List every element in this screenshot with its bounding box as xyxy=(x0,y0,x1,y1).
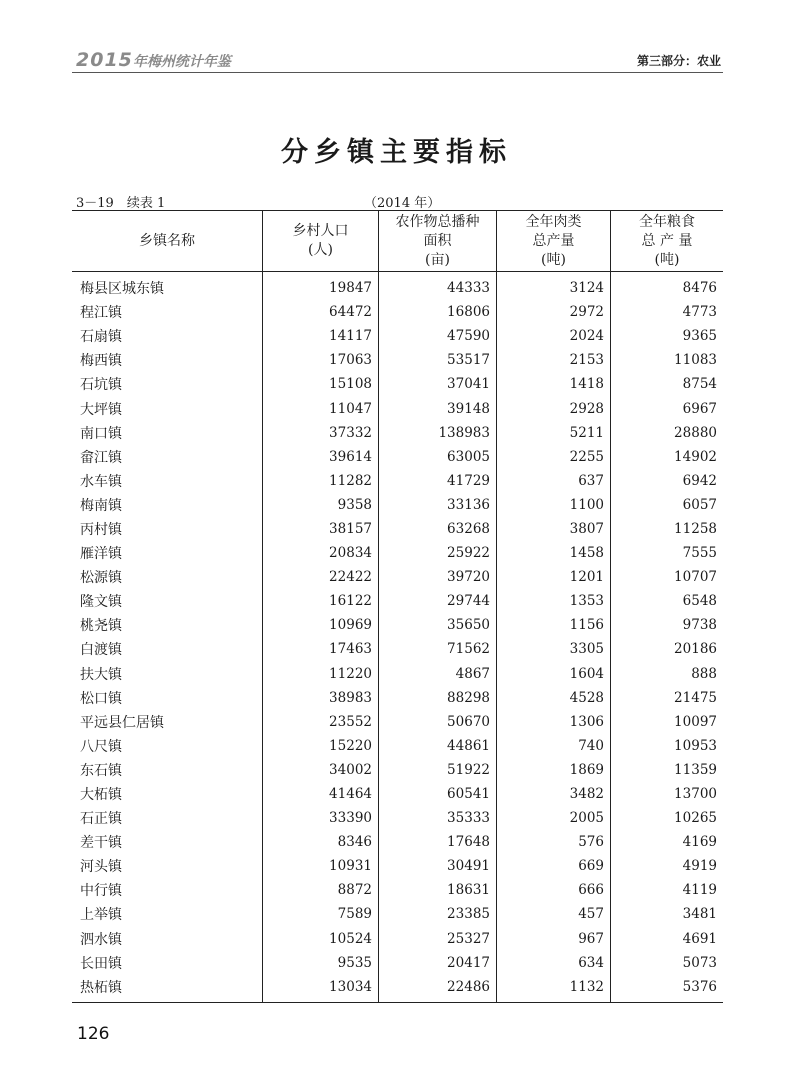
township-name-cell: 泗水镇 xyxy=(80,931,122,948)
township-name-cell: 石坑镇 xyxy=(80,377,122,394)
value-cell: 9365 xyxy=(611,324,724,348)
column-header-meat-output xyxy=(497,211,611,272)
value-cell: 28880 xyxy=(611,421,724,445)
value-cell: 967 xyxy=(497,927,611,951)
value-cell: 138983 xyxy=(379,421,497,445)
table-row xyxy=(72,806,723,830)
township-name-cell: 梅南镇 xyxy=(80,497,122,514)
header-book-title: 年梅州统计年鉴 xyxy=(132,54,231,70)
value-cell: 15220 xyxy=(263,734,379,758)
header-section: 第三部分：农业 xyxy=(636,54,721,68)
township-name-cell: 白渡镇 xyxy=(80,642,122,659)
value-cell: 10524 xyxy=(263,927,379,951)
table-row xyxy=(72,902,723,926)
value-cell: 669 xyxy=(497,854,611,878)
column-header-line: 农作物总播种 xyxy=(395,213,480,230)
column-header-line: 总产量 xyxy=(532,232,575,249)
value-cell: 9535 xyxy=(263,951,379,975)
value-cell: 41729 xyxy=(379,469,497,493)
value-cell: 1604 xyxy=(497,662,611,686)
value-cell: 7589 xyxy=(263,902,379,926)
value-cell: 3807 xyxy=(497,517,611,541)
value-cell: 457 xyxy=(497,902,611,926)
value-cell: 41464 xyxy=(263,782,379,806)
value-cell: 576 xyxy=(497,830,611,854)
township-name-cell: 长田镇 xyxy=(80,955,122,972)
value-cell: 29744 xyxy=(379,589,497,613)
value-cell: 3124 xyxy=(497,272,611,301)
running-header xyxy=(72,47,723,73)
column-header-line: 总 产 量 xyxy=(641,232,693,249)
table-row xyxy=(72,686,723,710)
table-row xyxy=(72,613,723,637)
value-cell: 6548 xyxy=(611,589,724,613)
value-cell: 13034 xyxy=(263,975,379,1003)
value-cell: 44333 xyxy=(379,272,497,301)
column-header-line: 全年粮食 xyxy=(639,213,695,230)
value-cell: 34002 xyxy=(263,758,379,782)
township-name-cell: 松源镇 xyxy=(80,570,122,587)
value-cell: 39720 xyxy=(379,565,497,589)
township-name-cell: 梅县区城东镇 xyxy=(80,281,164,298)
value-cell: 3305 xyxy=(497,637,611,661)
value-cell: 23385 xyxy=(379,902,497,926)
table-row xyxy=(72,324,723,348)
township-name-cell: 隆文镇 xyxy=(80,594,122,611)
value-cell: 3481 xyxy=(611,902,724,926)
value-cell: 4691 xyxy=(611,927,724,951)
value-cell: 17648 xyxy=(379,830,497,854)
column-header-line: 全年肉类 xyxy=(525,213,582,230)
value-cell: 33136 xyxy=(379,493,497,517)
table-row xyxy=(72,782,723,806)
value-cell: 53517 xyxy=(379,348,497,372)
value-cell: 2153 xyxy=(497,348,611,372)
township-name-cell: 梅西镇 xyxy=(80,353,122,370)
value-cell: 7555 xyxy=(611,541,724,565)
column-header-township xyxy=(72,211,263,272)
value-cell: 3482 xyxy=(497,782,611,806)
table-row xyxy=(72,445,723,469)
value-cell: 18631 xyxy=(379,878,497,902)
value-cell: 19847 xyxy=(263,272,379,301)
value-cell: 9738 xyxy=(611,613,724,637)
header-year: 2015 xyxy=(76,49,133,71)
value-cell: 1869 xyxy=(497,758,611,782)
value-cell: 63268 xyxy=(379,517,497,541)
value-cell: 5211 xyxy=(497,421,611,445)
township-name-cell: 水车镇 xyxy=(80,473,122,490)
township-name-cell: 畲江镇 xyxy=(80,449,122,466)
table-row xyxy=(72,975,723,1003)
value-cell: 71562 xyxy=(379,637,497,661)
table-year: （2014 年） xyxy=(364,196,441,211)
township-indicators-table xyxy=(72,210,723,1003)
table-row xyxy=(72,734,723,758)
value-cell: 10707 xyxy=(611,565,724,589)
value-cell: 37041 xyxy=(379,372,497,396)
value-cell: 8346 xyxy=(263,830,379,854)
table-row xyxy=(72,662,723,686)
value-cell: 44861 xyxy=(379,734,497,758)
township-name-cell: 河头镇 xyxy=(80,859,122,876)
value-cell: 39148 xyxy=(379,396,497,420)
township-name-cell: 上举镇 xyxy=(80,907,122,924)
township-name-cell: 大柘镇 xyxy=(80,787,122,804)
column-header-line: (吨) xyxy=(541,251,566,268)
table-row xyxy=(72,565,723,589)
value-cell: 740 xyxy=(497,734,611,758)
value-cell: 20417 xyxy=(379,951,497,975)
value-cell: 25922 xyxy=(379,541,497,565)
value-cell: 6057 xyxy=(611,493,724,517)
column-header-rural-population xyxy=(263,211,379,272)
value-cell: 37332 xyxy=(263,421,379,445)
value-cell: 8476 xyxy=(611,272,724,301)
value-cell: 8754 xyxy=(611,372,724,396)
value-cell: 1353 xyxy=(497,589,611,613)
value-cell: 637 xyxy=(497,469,611,493)
value-cell: 35650 xyxy=(379,613,497,637)
value-cell: 5376 xyxy=(611,975,724,1003)
township-name-cell: 平远县仁居镇 xyxy=(80,714,164,731)
value-cell: 14902 xyxy=(611,445,724,469)
value-cell: 1418 xyxy=(497,372,611,396)
township-name-cell: 南口镇 xyxy=(80,425,122,442)
value-cell: 47590 xyxy=(379,324,497,348)
table-row xyxy=(72,517,723,541)
yearbook-title xyxy=(76,49,231,71)
value-cell: 11220 xyxy=(263,662,379,686)
value-cell: 20834 xyxy=(263,541,379,565)
value-cell: 2255 xyxy=(497,445,611,469)
column-header-line: 面积 xyxy=(423,232,452,249)
value-cell: 4169 xyxy=(611,830,724,854)
table-body xyxy=(72,272,723,1003)
value-cell: 4919 xyxy=(611,854,724,878)
township-name-cell: 石扇镇 xyxy=(80,329,122,346)
value-cell: 666 xyxy=(497,878,611,902)
value-cell: 11359 xyxy=(611,758,724,782)
value-cell: 33390 xyxy=(263,806,379,830)
value-cell: 16122 xyxy=(263,589,379,613)
page-title: 分乡镇主要指标 xyxy=(281,137,512,168)
value-cell: 10931 xyxy=(263,854,379,878)
value-cell: 25327 xyxy=(379,927,497,951)
township-name-cell: 差干镇 xyxy=(80,835,122,852)
table-row xyxy=(72,589,723,613)
value-cell: 10097 xyxy=(611,710,724,734)
value-cell: 15108 xyxy=(263,372,379,396)
value-cell: 35333 xyxy=(379,806,497,830)
table-row xyxy=(72,710,723,734)
value-cell: 23552 xyxy=(263,710,379,734)
value-cell: 22486 xyxy=(379,975,497,1003)
value-cell: 22422 xyxy=(263,565,379,589)
value-cell: 10969 xyxy=(263,613,379,637)
value-cell: 51922 xyxy=(379,758,497,782)
value-cell: 2928 xyxy=(497,396,611,420)
value-cell: 8872 xyxy=(263,878,379,902)
table-row xyxy=(72,372,723,396)
table-row xyxy=(72,878,723,902)
column-header-sown-area xyxy=(379,211,497,272)
value-cell: 6942 xyxy=(611,469,724,493)
value-cell: 10265 xyxy=(611,806,724,830)
township-name-cell: 扶大镇 xyxy=(80,666,122,683)
column-header-grain-output xyxy=(611,211,724,272)
value-cell: 1100 xyxy=(497,493,611,517)
value-cell: 13700 xyxy=(611,782,724,806)
column-header-line: 乡村人口 xyxy=(292,223,349,239)
township-name-cell: 石正镇 xyxy=(80,811,122,828)
value-cell: 1132 xyxy=(497,975,611,1003)
value-cell: 4773 xyxy=(611,300,724,324)
table-row xyxy=(72,541,723,565)
township-name-cell: 桃尧镇 xyxy=(80,618,122,635)
table-row xyxy=(72,421,723,445)
column-header-line: (亩) xyxy=(425,251,450,268)
value-cell: 10953 xyxy=(611,734,724,758)
value-cell: 20186 xyxy=(611,637,724,661)
value-cell: 4867 xyxy=(379,662,497,686)
value-cell: 17463 xyxy=(263,637,379,661)
value-cell: 1306 xyxy=(497,710,611,734)
township-name-cell: 东石镇 xyxy=(80,762,122,779)
value-cell: 50670 xyxy=(379,710,497,734)
header-rule xyxy=(72,72,723,73)
township-name-cell: 雁洋镇 xyxy=(80,546,122,563)
table-number: 3－19 续表 1 xyxy=(76,196,166,211)
table-row xyxy=(72,927,723,951)
value-cell: 11047 xyxy=(263,396,379,420)
value-cell: 11083 xyxy=(611,348,724,372)
value-cell: 9358 xyxy=(263,493,379,517)
township-name-cell: 热柘镇 xyxy=(72,975,263,1003)
value-cell: 1156 xyxy=(497,613,611,637)
column-header-line: (吨) xyxy=(654,251,680,268)
value-cell: 39614 xyxy=(263,445,379,469)
value-cell: 11282 xyxy=(263,469,379,493)
value-cell: 30491 xyxy=(379,854,497,878)
township-name-cell: 中行镇 xyxy=(80,883,122,900)
value-cell: 21475 xyxy=(611,686,724,710)
value-cell: 63005 xyxy=(379,445,497,469)
value-cell: 16806 xyxy=(379,300,497,324)
table-row xyxy=(72,272,723,301)
value-cell: 2972 xyxy=(497,300,611,324)
value-cell: 634 xyxy=(497,951,611,975)
value-cell: 64472 xyxy=(263,300,379,324)
table-row xyxy=(72,637,723,661)
value-cell: 17063 xyxy=(263,348,379,372)
table-row xyxy=(72,469,723,493)
township-name-cell: 丙村镇 xyxy=(80,521,122,538)
value-cell: 60541 xyxy=(379,782,497,806)
value-cell: 11258 xyxy=(611,517,724,541)
table-row xyxy=(72,758,723,782)
table-row xyxy=(72,854,723,878)
value-cell: 38983 xyxy=(263,686,379,710)
table-row xyxy=(72,396,723,420)
value-cell: 88298 xyxy=(379,686,497,710)
table-row xyxy=(72,300,723,324)
column-header-line: 乡镇名称 xyxy=(139,232,195,249)
page-number: 126 xyxy=(77,1024,110,1044)
value-cell: 2024 xyxy=(497,324,611,348)
value-cell: 2005 xyxy=(497,806,611,830)
value-cell: 4528 xyxy=(497,686,611,710)
township-name-cell: 松口镇 xyxy=(80,690,122,707)
township-name-cell: 八尺镇 xyxy=(80,738,122,755)
value-cell: 5073 xyxy=(611,951,724,975)
value-cell: 4119 xyxy=(611,878,724,902)
table-row xyxy=(72,830,723,854)
value-cell: 1458 xyxy=(497,541,611,565)
value-cell: 38157 xyxy=(263,517,379,541)
value-cell: 14117 xyxy=(263,324,379,348)
table-row xyxy=(72,493,723,517)
column-header-line: (人) xyxy=(308,242,333,258)
table-row xyxy=(72,348,723,372)
table-row xyxy=(72,951,723,975)
value-cell: 1201 xyxy=(497,565,611,589)
township-name-cell: 大坪镇 xyxy=(80,401,122,418)
value-cell: 888 xyxy=(611,662,724,686)
township-name-cell: 程江镇 xyxy=(80,305,122,322)
value-cell: 6967 xyxy=(611,396,724,420)
table-header-row xyxy=(72,211,723,272)
